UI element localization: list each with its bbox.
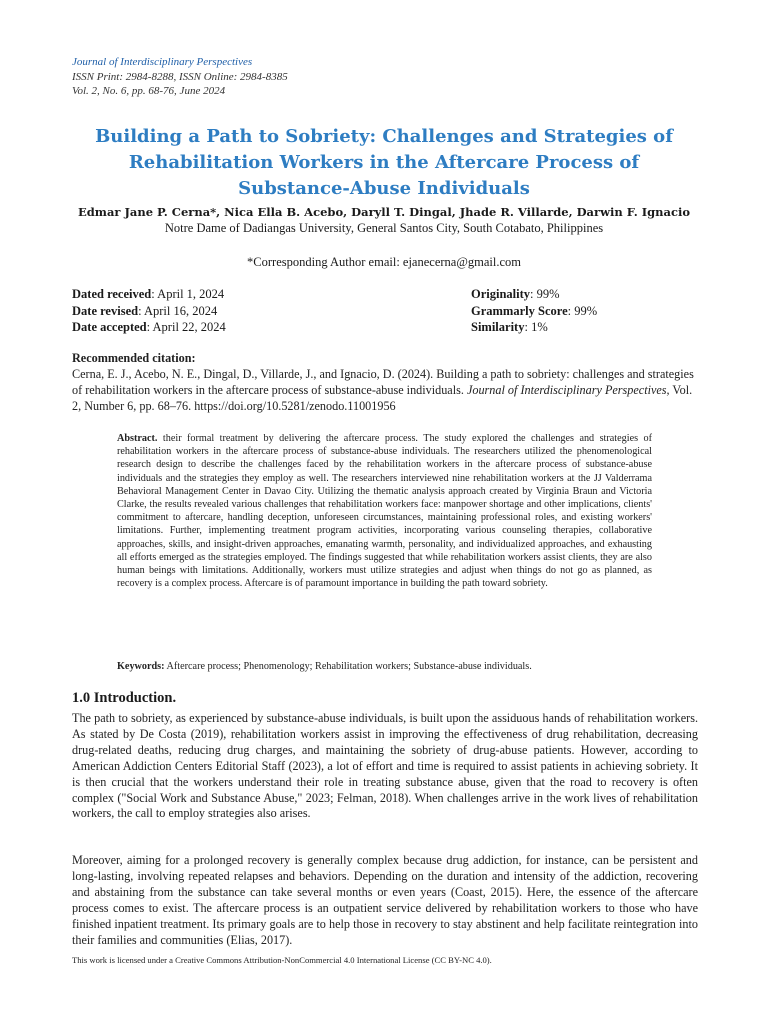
citation-text-b: Vol. 2, Number 6, pp. 68–76. https://doi.org/10.5281/zenodo.11001956 [72, 383, 693, 413]
intro-paragraph-1: The path to sobriety, as experienced by substance-abuse individuals, is built upon the assiduous hands of rehabilitation workers. As stated by De Costa (2019), rehabilitation workers assist in improving the effectiveness of drug rehabilitation, decreasing drug-related deaths, reducing drug charges, and maintaining the sobriety of drug-abuse patients. However, according to American Addiction Centers Editorial Staff (2023), a lot of effort and time is required to assist patients in achieving sobriety. It is then crucial that the workers understand their role in treating substance abuse, given that the road to recovery is often complex ("Social Work and Substance Abuse," 2023; Felman, 2018). When challenges arrive in the work lives of rehabilitation workers, the call to employ strategies also arises. [72, 711, 698, 821]
date-revised-label: Date revised [72, 303, 139, 318]
keywords-label: Keywords: [117, 661, 165, 672]
journal-header [72, 55, 288, 99]
journal-volume: Vol. 2, No. 6, pp. 68-76, June 2024 [72, 85, 226, 97]
keywords-text: Aftercare process; Phenomenology; Rehabilitation workers; Substance-abuse individuals. [164, 661, 532, 672]
date-accepted-label: Date accepted [72, 320, 147, 334]
abstract [117, 432, 652, 590]
grammarly-value: : 99% [567, 303, 598, 318]
journal-issn: ISSN Print: 2984-8288, ISSN Online: 2984-8385 [72, 70, 288, 83]
article-affiliation: Notre Dame of Dadiangas University, General Santos City, South Cotabato, Philippines [164, 221, 604, 235]
keywords [117, 661, 652, 672]
license-footer: This work is licensed under a Creative Commons Attribution-NonCommercial 4.0 International License (CC BY-NC 4.0). [72, 955, 492, 965]
score-originality [471, 286, 597, 303]
citation-heading: Recommended citation: [72, 351, 196, 365]
similarity-value: : 1% [524, 320, 548, 334]
date-revised-value: : April 16, 2024 [138, 303, 218, 318]
originality-value: : 99% [530, 287, 560, 301]
score-grammarly [471, 303, 597, 320]
score-similarity [471, 319, 597, 336]
intro-paragraph-2: Moreover, aiming for a prolonged recovery is generally complex because drug addiction, for instance, can be persistent and long-lasting, involving repeated relapses and behaviors. Depending on the duration and intensity of the addiction, recovering and abstaining from the substance can take several months or even years (Coast, 2015). Here, the essence of the aftercare process comes to exist. The aftercare process is an outpatient service delivered by rehabilitation workers to those who have finished inpatient treatment. Its primary goals are to help those in recovery to stay abstinent and help facilitate reintegration into their families and communities (Elias, 2017). [72, 853, 698, 947]
dates-block [72, 286, 226, 336]
citation-text-a: Cerna, E. J., Acebo, N. E., Dingal, D., Villarde, J., and Ignacio, D. (2024). Building a path to sobriety: challenges and strategies of rehabilitation workers in the aftercare process of substance-abuse individuals. [72, 367, 694, 397]
journal-name: Journal of Interdisciplinary Perspectives [72, 56, 253, 68]
date-received-label: Dated received [72, 287, 152, 301]
similarity-label: Similarity [471, 320, 525, 334]
date-received-value: : April 1, 2024 [151, 287, 225, 301]
article-title: Building a Path to Sobriety: Challenges and Strategies of Rehabilitation Workers in the Aftercare Process of Substance-Abuse Individuals [95, 126, 673, 199]
article-authors: Edmar Jane P. Cerna*, Nica Ella B. Acebo, Daryll T. Dingal, Jhade R. Villarde, Darwin F. Ignacio [77, 205, 690, 219]
section-heading-introduction: 1.0 Introduction. [72, 690, 177, 706]
corresponding-author: *Corresponding Author email: ejanecerna@gmail.com [247, 255, 521, 269]
date-revised [72, 303, 226, 320]
originality-label: Originality [471, 287, 531, 301]
date-received [72, 286, 226, 303]
scores-block [471, 286, 597, 336]
date-accepted [72, 319, 226, 336]
abstract-label: Abstract. [117, 433, 158, 444]
grammarly-label: Grammarly Score [471, 303, 568, 318]
date-accepted-value: : April 22, 2024 [146, 320, 226, 334]
abstract-text: their formal treatment by delivering the aftercare process. The study explored the challenges and strategies of rehabilitation workers in the aftercare process of substance-abuse individuals. The researchers utilized the phenomenological research design to describe the challenges faced by the rehabilitation workers in the aftercare process of substance-abuse individuals and the strategies they employ as well. The researchers interviewed nine rehabilitation workers at the JJ Valderrama Behavioral Management Center in Davao City. Utilizing the thematic analysis approach created by Virginia Braun and Victoria Clarke, the results revealed various challenges that rehabilitation workers face: manpower shortage and other implications, clients' commitment to aftercare, handling deception, unforeseen circumstances, maintaining professional roles, and existing workers' limitations. Further, implementing treatment program activities, incorporating various counseling therapies, collaborative approaches, skills, and insight-driven approaches, emanating warmth, personality, and individualized approaches, and exhausting all efforts emerged as the strategies employed. The findings suggested that while rehabilitation workers assist clients, they are also human beings with limitations. Additionally, workers must utilize strategies and adjust when things do not go as planned, as recovery is a complex process. Aftercare is of paramount importance in building the path toward sobriety. [117, 433, 652, 590]
citation-journal: Journal of Interdisciplinary Perspectives, [466, 383, 670, 397]
recommended-citation [72, 350, 698, 414]
